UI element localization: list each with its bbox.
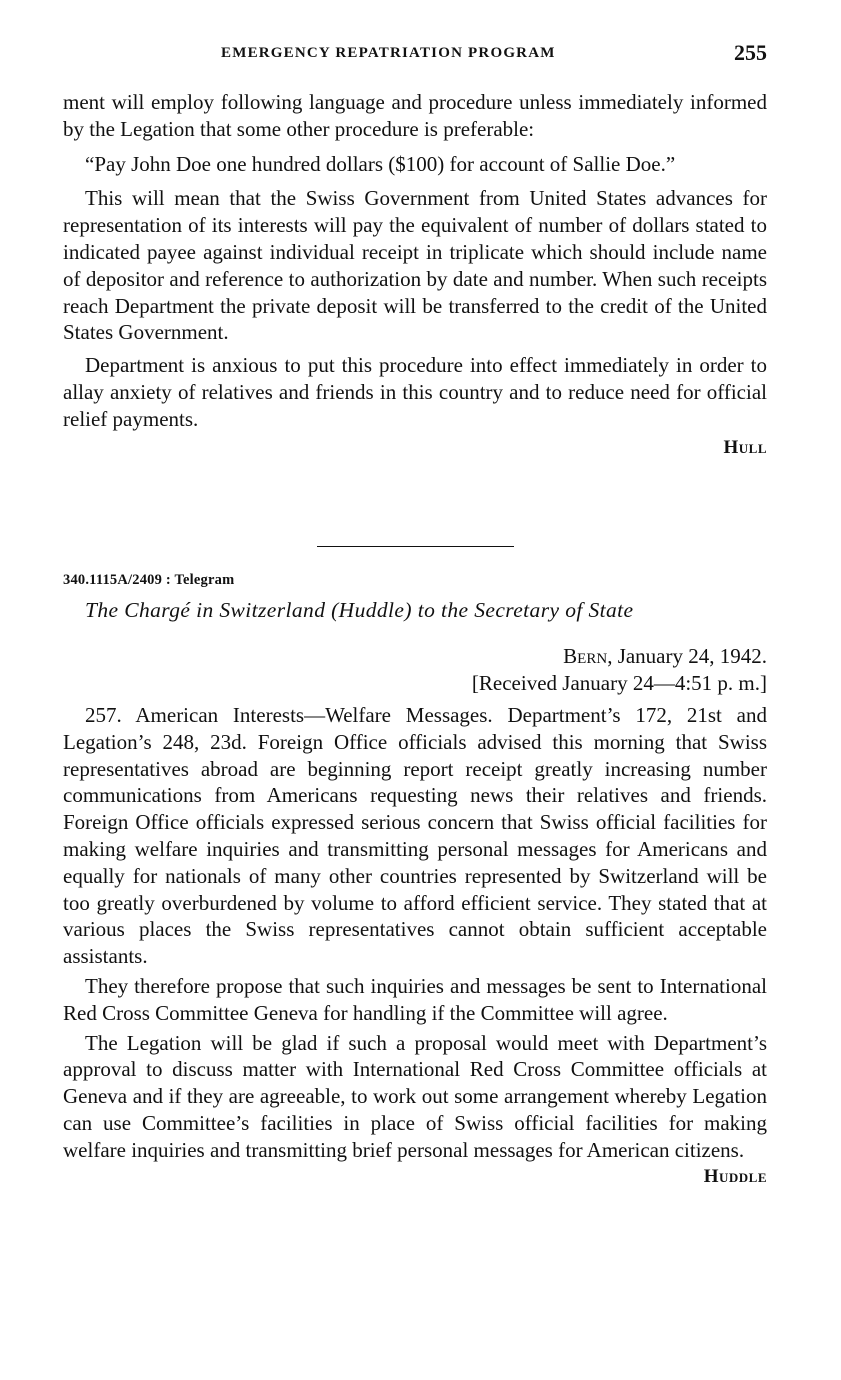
paragraph-continuation: ment will employ following language and procedure unless immediately informed by the Legation that some other procedure is preferable: xyxy=(63,90,767,141)
dateline-city: Bern xyxy=(563,644,608,668)
telegram-body xyxy=(63,702,767,1190)
file-reference: 340.1115A/2409 : Telegram xyxy=(63,572,235,588)
dateline-sent xyxy=(472,643,767,670)
document-title: The Chargé in Switzerland (Huddle) to the Secretary of State xyxy=(85,598,634,622)
section-divider xyxy=(317,546,514,547)
running-head xyxy=(63,40,767,66)
paragraph-department-anxious: Department is anxious to put this procedure into effect immediately in order to allay anxiety of relatives and friends in this country and to reduce need for official relief payments. xyxy=(63,353,767,431)
signature-huddle: Huddle xyxy=(703,1165,767,1187)
dateline-received: [Received January 24—4:51 p. m.] xyxy=(471,671,767,695)
paragraph-telegram-proposal: They therefore propose that such inquiries and messages be sent to International Red Cross Committee Geneva for handling if the Committee will agree. xyxy=(63,973,767,1025)
section-one-body xyxy=(63,89,767,461)
page-number: 255 xyxy=(734,40,767,65)
paragraph-telegram-legation: The Legation will be glad if such a proposal would meet with Department’s approval to discuss matter with International Red Cross Committee officials at Geneva and if they are agreeable, to work out some arrangement whereby Legation can use Committee’s facilities in place of Swiss official facilities for making welfare inquiries and transmitting brief personal messages for American citizens. xyxy=(63,1030,767,1162)
running-title: EMERGENCY REPATRIATION PROGRAM xyxy=(221,45,556,61)
dateline xyxy=(472,643,767,697)
dateline-date: , January 24, 1942. xyxy=(607,644,767,668)
paragraph-telegram-main: 257. American Interests—Welfare Messages. Department’s 172, 21st and Legation’s 248, 23d. Foreign Office officials advised this morning that Swiss representatives abroad are beginning report receipt greatly increasing number communications from Americans requesting news their relatives and friends. Foreign Office officials expressed serious concern that Swiss official facilities for making welfare inquiries and transmitting personal messages for Americans and equally for nationals of many other countries represented by Switzerland will be too greatly overburdened by volume to afford efficient service. They stated that at various places the Swiss representatives cannot obtain sufficient acceptable assistants. xyxy=(63,703,767,969)
paragraph-quoted-instruction: “Pay John Doe one hundred dollars ($100) for account of Sallie Doe.” xyxy=(85,151,676,176)
signature-hull: Hull xyxy=(723,436,767,458)
paragraph-swiss-government: This will mean that the Swiss Government from United States advances for representation of its interests will pay the equivalent of number of dollars stated to indicated payee against individual receipt in triplicate which should include name of depositor and reference to authorization by date and number. When such receipts reach Department the private deposit will be transferred to the credit of the United States Government. xyxy=(63,186,767,345)
